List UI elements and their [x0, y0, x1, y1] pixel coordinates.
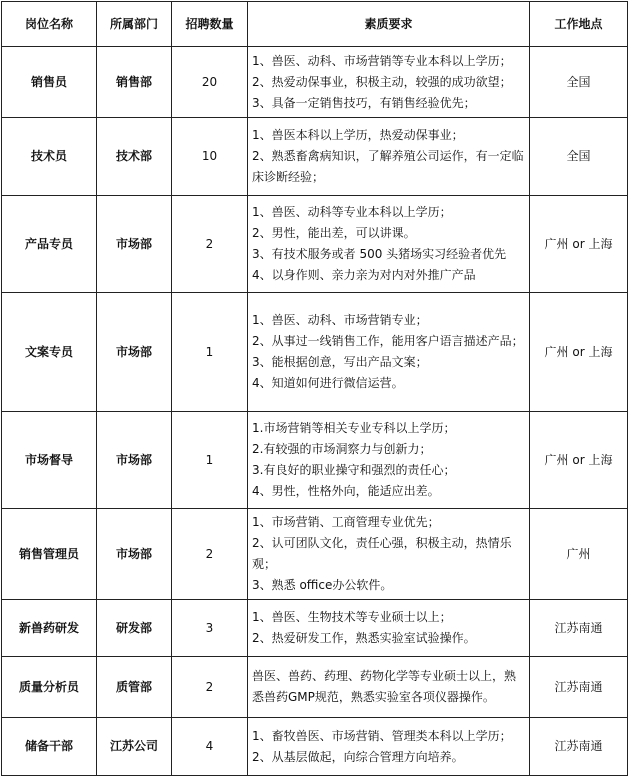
location-cell: 江苏南通 — [530, 718, 628, 776]
location-cell: 江苏南通 — [530, 657, 628, 718]
requirements-cell — [248, 118, 530, 196]
location-cell: 广州 — [530, 509, 628, 600]
count-cell: 4 — [172, 718, 248, 776]
position-cell: 新兽药研发 — [2, 600, 97, 657]
requirements-cell — [248, 293, 530, 412]
table-row — [2, 293, 628, 412]
header-requirements: 素质要求 — [248, 2, 530, 47]
table-row — [2, 657, 628, 718]
requirement-line: 兽医、兽药、药理、药物化学等专业硕士以上，熟悉兽药GMP规范，熟悉实验室各项仪器操作。 — [252, 669, 517, 704]
requirement-line: 2、男性，能出差，可以讲课。 — [252, 226, 416, 240]
location-cell: 广州 or 上海 — [530, 196, 628, 293]
requirement-line: 2、熟悉畜禽病知识，了解养殖公司运作，有一定临床诊断经验； — [252, 149, 524, 184]
position-cell: 文案专员 — [2, 293, 97, 412]
department-cell: 市场部 — [97, 509, 172, 600]
requirements-cell — [248, 509, 530, 600]
header-location: 工作地点 — [530, 2, 628, 47]
department-cell: 市场部 — [97, 196, 172, 293]
requirement-line: 3.有良好的职业操守和强烈的责任心； — [252, 463, 456, 477]
requirement-line: 1、兽医本科以上学历，热爱动保事业； — [252, 128, 464, 142]
requirements-cell — [248, 196, 530, 293]
requirement-line: 2.有较强的市场洞察力与创新力； — [252, 442, 432, 456]
requirement-line: 3、具备一定销售技巧，有销售经验优先； — [252, 95, 476, 110]
requirement-line: 3、熟悉 office办公软件。 — [252, 578, 393, 592]
header-position: 岗位名称 — [2, 2, 97, 47]
requirement-line: 3、能根据创意，写出产品文案； — [252, 355, 428, 369]
count-cell: 10 — [172, 118, 248, 196]
department-cell: 市场部 — [97, 412, 172, 509]
requirement-line: 2、热爱动保事业，积极主动，较强的成功欲望； — [252, 74, 512, 89]
count-cell: 20 — [172, 47, 248, 118]
header-count: 招聘数量 — [172, 2, 248, 47]
requirements-cell — [248, 412, 530, 509]
requirement-line: 1、兽医、动科、市场营销等专业本科以上学历； — [252, 53, 512, 68]
requirement-line: 1、畜牧兽医、市场营销、管理类本科以上学历； — [252, 728, 512, 743]
requirements-cell — [248, 657, 530, 718]
requirements-cell — [248, 600, 530, 657]
requirement-line: 3、有技术服务或者 500 头猪场实习经验者优先 — [252, 247, 507, 261]
position-cell: 储备干部 — [2, 718, 97, 776]
department-cell: 研发部 — [97, 600, 172, 657]
department-cell: 市场部 — [97, 293, 172, 412]
requirement-line: 4、以身作则、亲力亲为对内对外推广产品 — [252, 268, 476, 282]
location-cell: 全国 — [530, 118, 628, 196]
requirement-line: 2、从事过一线销售工作，能用客户语言描述产品； — [252, 334, 524, 348]
count-cell: 2 — [172, 657, 248, 718]
header-row — [2, 2, 628, 47]
header-department: 所属部门 — [97, 2, 172, 47]
location-cell: 江苏南通 — [530, 600, 628, 657]
table-row — [2, 196, 628, 293]
department-cell: 质管部 — [97, 657, 172, 718]
position-cell: 销售员 — [2, 47, 97, 118]
table-row — [2, 118, 628, 196]
count-cell: 1 — [172, 293, 248, 412]
position-cell: 销售管理员 — [2, 509, 97, 600]
table-row — [2, 600, 628, 657]
requirements-cell — [248, 718, 530, 776]
count-cell: 2 — [172, 196, 248, 293]
requirement-line: 1、兽医、动科、市场营销专业； — [252, 313, 428, 327]
requirement-line: 1、市场营销、工商管理专业优先； — [252, 515, 440, 529]
recruitment-table — [1, 1, 628, 776]
table-row — [2, 412, 628, 509]
requirement-line: 1、兽医、动科等专业本科以上学历； — [252, 205, 452, 219]
location-cell: 广州 or 上海 — [530, 412, 628, 509]
location-cell: 全国 — [530, 47, 628, 118]
count-cell: 3 — [172, 600, 248, 657]
requirement-line: 4、知道如何进行微信运营。 — [252, 376, 404, 390]
requirement-line: 1.市场营销等相关专业专科以上学历； — [252, 421, 456, 435]
requirement-line: 2、热爱研发工作，熟悉实验室试验操作。 — [252, 631, 476, 645]
department-cell: 技术部 — [97, 118, 172, 196]
requirement-line: 4、男性，性格外向，能适应出差。 — [252, 484, 440, 498]
position-cell: 质量分析员 — [2, 657, 97, 718]
department-cell: 江苏公司 — [97, 718, 172, 776]
position-cell: 技术员 — [2, 118, 97, 196]
table-row — [2, 718, 628, 776]
requirement-line: 1、兽医、生物技术等专业硕士以上； — [252, 610, 452, 624]
position-cell: 市场督导 — [2, 412, 97, 509]
requirements-cell — [248, 47, 530, 118]
requirement-line: 2、从基层做起，向综合管理方向培养。 — [252, 749, 464, 764]
department-cell: 销售部 — [97, 47, 172, 118]
position-cell: 产品专员 — [2, 196, 97, 293]
table-row — [2, 47, 628, 118]
location-cell: 广州 or 上海 — [530, 293, 628, 412]
count-cell: 1 — [172, 412, 248, 509]
table-row — [2, 509, 628, 600]
count-cell: 2 — [172, 509, 248, 600]
requirement-line: 2、认可团队文化，责任心强，积极主动，热情乐观； — [252, 536, 512, 571]
